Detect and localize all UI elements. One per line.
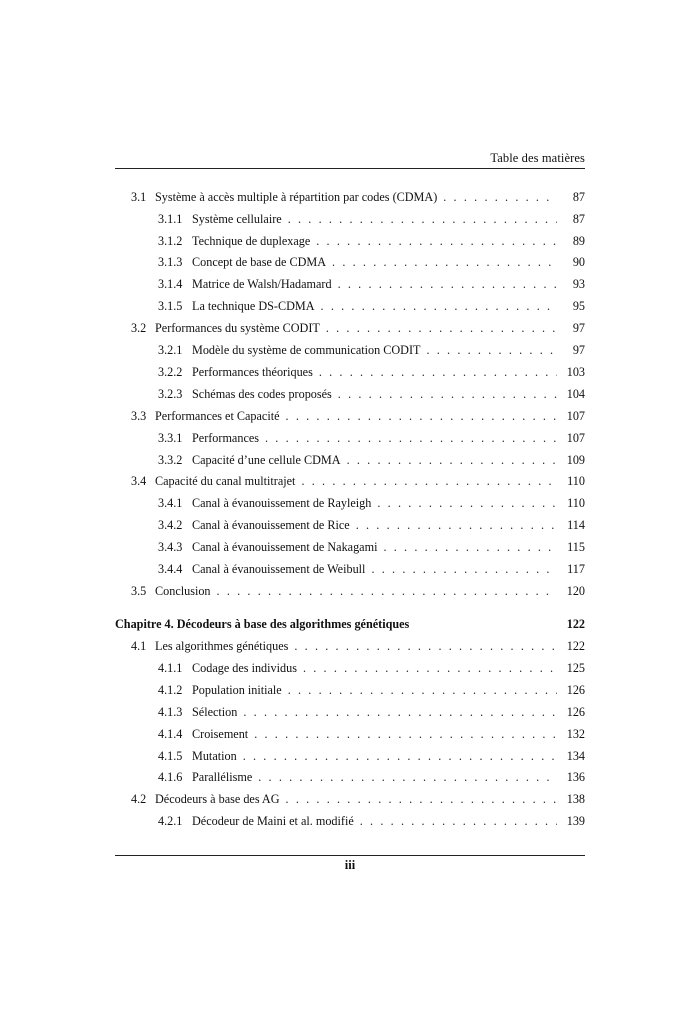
toc-entry-page: 139	[566, 814, 585, 828]
toc-subsection-entry[interactable]	[115, 362, 585, 382]
toc-entry-title: Chapitre 4. Décodeurs à base des algorithmes génétiques	[115, 617, 410, 631]
toc-dot-leader	[254, 724, 557, 744]
running-header-title: Table des matières	[490, 151, 585, 165]
toc-dot-leader	[217, 581, 557, 601]
toc-entry-number: 3.3.2	[158, 453, 183, 467]
toc-dot-leader	[319, 362, 557, 382]
toc-subsection-entry[interactable]	[115, 252, 585, 272]
toc-entry-title: Performances théoriques	[192, 365, 313, 379]
toc-section-entry[interactable]	[115, 187, 585, 207]
toc-entry-page: 103	[566, 365, 585, 379]
toc-subsection-entry[interactable]	[115, 724, 585, 744]
toc-section-entry[interactable]	[115, 581, 585, 601]
toc-entry-page: 117	[567, 562, 585, 576]
toc-entry-page: 87	[572, 211, 585, 226]
toc-entry-page: 126	[566, 683, 585, 697]
toc-entry-page: 125	[566, 661, 585, 675]
toc-entry-number: 3.3	[131, 409, 147, 423]
toc-entry-number: 3.1.2	[158, 233, 183, 248]
toc-section-entry[interactable]	[115, 789, 585, 809]
toc-dot-leader	[265, 428, 557, 448]
toc-entry-number: 3.4.2	[158, 518, 183, 532]
toc-entry-title: Système à accès multiple à répartition par codes (CDMA)	[155, 190, 438, 204]
toc-entry-page: 90	[572, 255, 585, 270]
toc-entry-number: 4.1.1	[158, 661, 183, 675]
toc-dot-leader	[338, 274, 557, 294]
toc-subsection-entry[interactable]	[115, 384, 585, 404]
toc-entry-page: 134	[566, 749, 585, 763]
toc-entry-number: 3.1.3	[158, 255, 183, 270]
toc-entry-number: 4.2.1	[158, 814, 183, 828]
toc-entry-title: Matrice de Walsh/Hadamard	[192, 277, 332, 292]
toc-entry-page: 104	[566, 387, 585, 401]
toc-entry-title: Les algorithmes génétiques	[155, 639, 289, 653]
page-number: iii	[344, 858, 356, 872]
toc-dot-leader	[356, 515, 557, 535]
toc-dot-leader	[371, 559, 557, 579]
toc-dot-leader	[243, 702, 557, 722]
toc-entry-page: 122	[566, 617, 585, 631]
toc-entry-title: Système cellulaire	[192, 211, 282, 226]
toc-subsection-entry[interactable]	[115, 493, 585, 513]
toc-entry-title: Parallélisme	[192, 770, 253, 784]
toc-dot-leader	[347, 450, 557, 470]
toc-entry-page: 110	[567, 496, 585, 510]
toc-dot-leader	[321, 296, 557, 316]
toc-entry-number: 3.5	[131, 584, 147, 598]
toc-entry-title: Population initiale	[192, 683, 282, 697]
toc-subsection-entry[interactable]	[115, 811, 585, 831]
toc-subsection-entry[interactable]	[115, 209, 585, 229]
toc-dot-leader	[301, 471, 557, 491]
toc-entry-page: 97	[572, 321, 585, 335]
toc-section-entry[interactable]	[115, 318, 585, 338]
toc-entry-page: 93	[572, 277, 585, 292]
toc-subsection-entry[interactable]	[115, 340, 585, 360]
toc-entry-page: 107	[566, 431, 585, 445]
toc-entry-title: Conclusion	[155, 584, 211, 598]
toc-subsection-entry[interactable]	[115, 559, 585, 579]
toc-entry-title: Canal à évanouissement de Nakagami	[192, 540, 378, 554]
toc-dot-leader	[303, 658, 557, 678]
toc-entry-number: 3.4.1	[158, 496, 183, 510]
toc-dot-leader	[383, 537, 557, 557]
footer-rule	[115, 855, 585, 856]
toc-entry-number: 3.1.5	[158, 299, 183, 313]
toc-entry-number: 4.1	[131, 639, 147, 653]
toc-entry-page: 120	[566, 584, 585, 598]
toc-entry-page: 97	[572, 343, 585, 357]
toc-entry-title: Décodeur de Maini et al. modifié	[192, 814, 354, 828]
toc-subsection-entry[interactable]	[115, 680, 585, 700]
toc-entry-number: 3.2.1	[158, 343, 183, 357]
toc-entry-number: 3.1	[131, 190, 147, 204]
toc-entry-number: 4.1.3	[158, 705, 183, 719]
toc-subsection-entry[interactable]	[115, 537, 585, 557]
toc-entry-number: 3.4	[131, 474, 147, 488]
toc-dot-leader	[243, 746, 557, 766]
toc-entry-number: 3.1.4	[158, 277, 183, 292]
toc-dot-leader	[426, 340, 557, 360]
toc-entry-title: Performances du système CODIT	[155, 321, 320, 335]
toc-entry-page: 107	[566, 409, 585, 423]
toc-entry-title: La technique DS-CDMA	[192, 299, 315, 313]
toc-subsection-entry[interactable]	[115, 296, 585, 316]
toc-entry-title: Sélection	[192, 705, 238, 719]
toc-entry-page: 138	[566, 792, 585, 806]
toc-entry-number: 3.2.3	[158, 387, 183, 401]
toc-section-entry[interactable]	[115, 636, 585, 656]
toc-entry-number: 3.3.1	[158, 431, 183, 445]
toc-subsection-entry[interactable]	[115, 428, 585, 448]
toc-dot-leader	[286, 789, 557, 809]
toc-dot-leader	[294, 636, 557, 656]
toc-subsection-entry[interactable]	[115, 231, 585, 251]
toc-dot-leader	[360, 811, 557, 831]
toc-entry-page: 95	[572, 299, 585, 313]
toc-entry-number: 3.4.4	[158, 562, 183, 576]
toc-dot-leader	[338, 384, 557, 404]
toc-entry-number: 4.1.2	[158, 683, 183, 697]
toc-entry-title: Capacité du canal multitrajet	[155, 474, 296, 488]
toc-entry-title: Technique de duplexage	[192, 233, 311, 248]
toc-section-entry[interactable]	[115, 406, 585, 426]
toc-subsection-entry[interactable]	[115, 767, 585, 787]
toc-entry-title: Capacité d’une cellule CDMA	[192, 453, 341, 467]
toc-subsection-entry[interactable]	[115, 274, 585, 294]
toc-subsection-entry[interactable]	[115, 746, 585, 766]
toc-entry-title: Croisement	[192, 727, 249, 741]
toc-entry-title: Performances	[192, 431, 260, 445]
toc-entry-title: Canal à évanouissement de Rice	[192, 518, 350, 532]
toc-dot-leader	[332, 252, 557, 272]
toc-entry-title: Codage des individus	[192, 661, 297, 675]
toc-dot-leader	[377, 493, 557, 513]
toc-entry-number: 4.1.4	[158, 727, 183, 741]
toc-subsection-entry[interactable]	[115, 658, 585, 678]
toc-entry-page: 109	[566, 453, 585, 467]
toc-entry-title: Décodeurs à base des AG	[155, 792, 280, 806]
toc-entry-title: Concept de base de CDMA	[192, 255, 327, 270]
toc-dot-leader	[258, 767, 557, 787]
toc-dot-leader	[288, 209, 557, 229]
toc-subsection-entry[interactable]	[115, 515, 585, 535]
toc-dot-leader	[286, 406, 557, 426]
toc-entry-number: 4.1.6	[158, 770, 183, 784]
toc-entry-page: 87	[572, 190, 585, 204]
toc-entry-page: 136	[566, 770, 585, 784]
toc-dot-leader	[443, 187, 557, 207]
toc-entry-number: 3.4.3	[158, 540, 183, 554]
toc-entry-page: 114	[567, 518, 585, 532]
header-rule	[115, 168, 585, 169]
toc-entry-number: 3.1.1	[158, 211, 183, 226]
toc-entry-number: 3.2.2	[158, 365, 183, 379]
toc-entry-page: 122	[566, 639, 585, 653]
toc-chapter-entry[interactable]	[115, 614, 585, 634]
toc-entry-title: Schémas des codes proposés	[192, 387, 332, 401]
toc-entry-title: Mutation	[192, 749, 237, 763]
toc-entry-title: Performances et Capacité	[155, 409, 280, 423]
toc-dot-leader	[288, 680, 557, 700]
toc-entry-page: 110	[567, 474, 585, 488]
toc-entry-title: Modèle du système de communication CODIT	[192, 343, 421, 357]
toc-entry-number: 3.2	[131, 321, 147, 335]
toc-entry-page: 126	[566, 705, 585, 719]
toc-dot-leader	[316, 231, 557, 251]
toc-entry-page: 132	[566, 727, 585, 741]
toc-subsection-entry[interactable]	[115, 702, 585, 722]
toc-entry-page: 115	[567, 540, 585, 554]
toc-entry-title: Canal à évanouissement de Weibull	[192, 562, 366, 576]
toc-entry-title: Canal à évanouissement de Rayleigh	[192, 496, 372, 510]
toc-section-entry[interactable]	[115, 471, 585, 491]
toc-entry-number: 4.2	[131, 792, 147, 806]
toc-subsection-entry[interactable]	[115, 450, 585, 470]
toc-entry-page: 89	[572, 233, 585, 248]
toc-entry-number: 4.1.5	[158, 749, 183, 763]
toc-dot-leader	[326, 318, 557, 338]
